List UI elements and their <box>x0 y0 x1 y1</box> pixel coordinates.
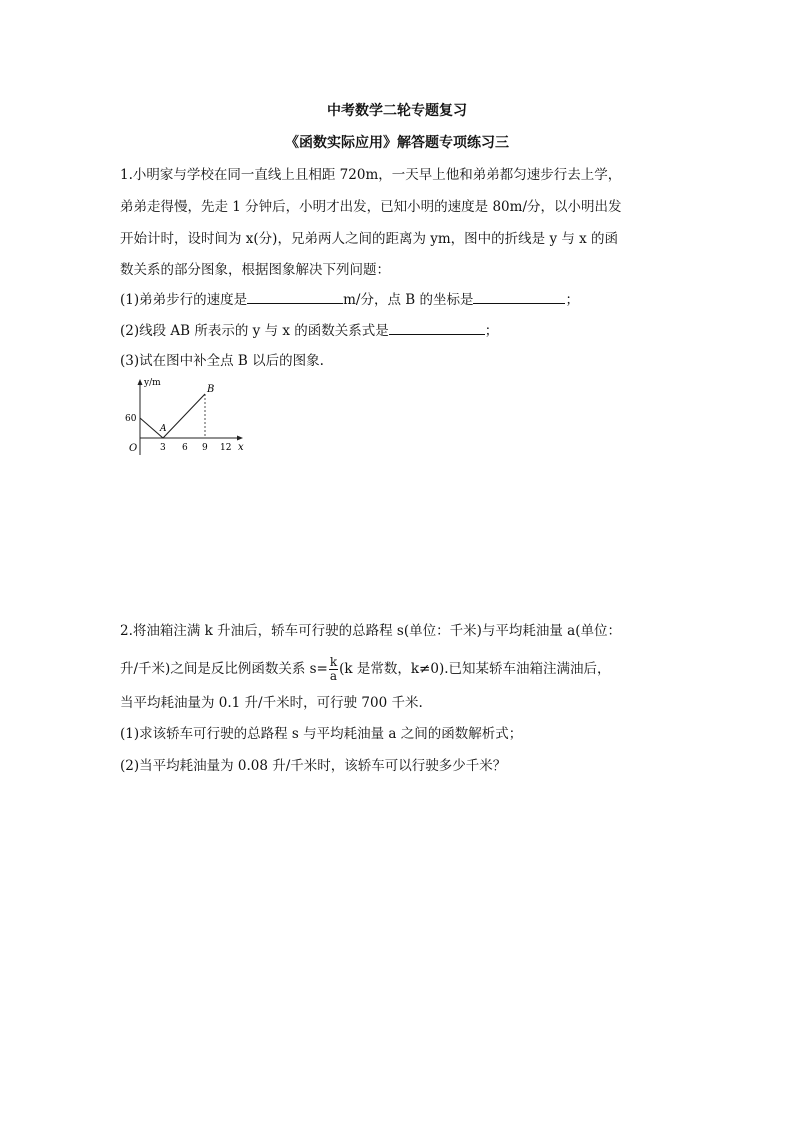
q1-part-3: (3)试在图中补全点 B 以后的图象. <box>120 353 324 369</box>
q1-part-2 <box>120 320 680 341</box>
q1-stem-line-1: 1.小明家与学校在同一直线上且相距 720m，一天早上他和弟弟都匀速步行去上学， <box>120 167 622 183</box>
q2-part-1: (1)求该轿车可行驶的总路程 s 与平均耗油量 a 之间的函数解析式； <box>120 726 523 742</box>
q1-stem-line-3: 开始计时，设时间为 x(分)，兄弟两人之间的距离为 ym，图中的折线是 y 与 x 的函 <box>120 231 619 247</box>
fraction-k-over-a <box>329 656 338 683</box>
x-axis-label: x <box>238 442 244 453</box>
graph-polyline <box>140 394 205 438</box>
point-a-label: A <box>160 424 167 434</box>
q1-stem-line-4: 数关系的部分图象，根据图象解决下列问题： <box>120 262 390 278</box>
q2-stem-line-1: 2.将油箱注满 k 升油后，轿车可行驶的总路程 s(单位：千米)与平均耗油量 a(单位： <box>120 623 622 639</box>
x-tick-label: 12 <box>220 443 232 453</box>
y-axis-arrow-icon <box>138 379 143 385</box>
q2-stem-line-2 <box>120 656 680 683</box>
q2-stem-line-3: 当平均耗油量为 0.1 升/千米时，可行驶 700 千米. <box>120 695 423 711</box>
q2-part-2: (2)当平均耗油量为 0.08 升/千米时，该轿车可以行驶多少千米？ <box>120 758 507 774</box>
function-graph <box>120 376 250 458</box>
q1-part-1-text-a: (1)弟弟步行的速度是 <box>120 292 248 308</box>
y-tick-label: 60 <box>125 414 137 424</box>
q1-part-1-text-c: ； <box>565 292 579 308</box>
q1-part-1 <box>120 289 680 310</box>
x-tick-label: 3 <box>160 443 166 453</box>
x-tick-label: 6 <box>182 443 188 453</box>
point-b-label: B <box>207 384 215 395</box>
q2-stem-line-2-text-a: 升/千米)之间是反比例函数关系 s= <box>120 661 328 677</box>
answer-blank-speed[interactable] <box>247 289 343 304</box>
q2-stem-line-2-text-b: (k 是常数，k≠0).已知某轿车油箱注满油后， <box>339 661 611 677</box>
q1-stem-line-2: 弟弟走得慢，先走 1 分钟后，小明才出发，已知小明的速度是 80m/分，以小明出发 <box>120 199 622 215</box>
fraction-denominator: a <box>329 669 338 683</box>
x-axis-arrow-icon <box>237 436 243 441</box>
document-title: 中考数学二轮专题复习 <box>327 103 467 119</box>
q1-part-2-text-b: ； <box>484 323 499 339</box>
q1-part-1-text-b: m/分，点 B 的坐标是 <box>343 292 474 308</box>
document-subtitle: 《函数实际应用》解答题专项练习三 <box>285 135 509 151</box>
y-axis-label: y/m <box>144 378 161 388</box>
q1-part-2-text-a: (2)线段 AB 所表示的 y 与 x 的函数关系式是 <box>120 323 389 339</box>
origin-label: O <box>129 443 138 454</box>
answer-blank-function[interactable] <box>389 320 485 335</box>
x-tick-label: 9 <box>202 443 208 453</box>
fraction-numerator: k <box>329 655 338 669</box>
answer-blank-point-b[interactable] <box>473 289 565 304</box>
